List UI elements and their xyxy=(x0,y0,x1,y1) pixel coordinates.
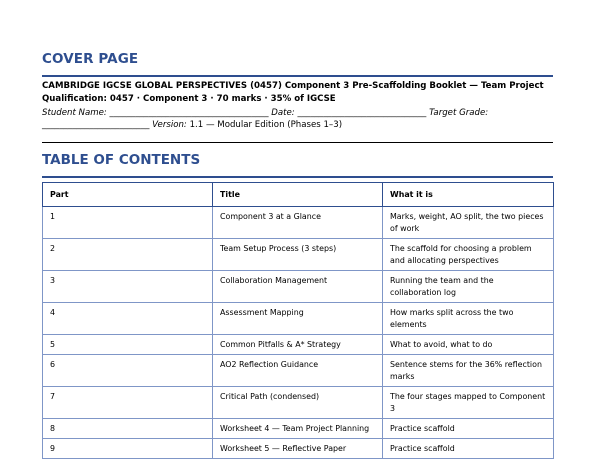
student-name-label: Student Name: xyxy=(42,108,107,118)
row-part: 1 xyxy=(43,207,213,239)
row-title: Worksheet 5 — Reflective Paper xyxy=(213,439,383,459)
row-part: 5 xyxy=(43,335,213,355)
toc-header-row xyxy=(43,183,554,207)
row-part: 6 xyxy=(43,355,213,387)
target-grade-label: Target Grade: xyxy=(429,108,489,118)
row-title: Team Setup Process (3 steps) xyxy=(213,239,383,271)
version-line xyxy=(42,120,342,130)
row-what: Practice scaffold xyxy=(383,439,554,459)
table-row xyxy=(43,387,554,419)
student-info-line xyxy=(42,108,488,118)
version-label: Version: xyxy=(152,120,187,130)
row-what: Running the team and the collaboration log xyxy=(383,271,554,303)
target-grade-blank[interactable]: _________________________ xyxy=(42,120,150,130)
qualification-line: Qualification: 0457 · Component 3 · 70 marks · 35% of IGCSE xyxy=(42,94,336,104)
row-title: Common Pitfalls & A* Strategy xyxy=(213,335,383,355)
row-title: Component 3 at a Glance xyxy=(213,207,383,239)
cover-section-divider xyxy=(42,142,553,143)
table-row xyxy=(43,419,554,439)
booklet-title: CAMBRIDGE IGCSE GLOBAL PERSPECTIVES (0457) Component 3 Pre-Scaffolding Booklet — Team Project xyxy=(42,81,544,91)
cover-page-heading: COVER PAGE xyxy=(42,51,139,67)
date-blank[interactable]: ______________________________ xyxy=(297,108,427,118)
row-what: The four stages mapped to Component 3 xyxy=(383,387,554,419)
row-what: Practice scaffold xyxy=(383,419,554,439)
col-header-part: Part xyxy=(43,183,213,207)
table-row xyxy=(43,303,554,335)
version-value: 1.1 — Modular Edition (Phases 1–3) xyxy=(189,120,343,130)
row-title: Collaboration Management xyxy=(213,271,383,303)
row-what: Marks, weight, AO split, the two pieces of work xyxy=(383,207,554,239)
row-title: Assessment Mapping xyxy=(213,303,383,335)
date-label: Date: xyxy=(271,108,295,118)
row-part: 3 xyxy=(43,271,213,303)
row-title: AO2 Reflection Guidance xyxy=(213,355,383,387)
row-part: 9 xyxy=(43,439,213,459)
row-what: How marks split across the two elements xyxy=(383,303,554,335)
table-row xyxy=(43,335,554,355)
row-title: Critical Path (condensed) xyxy=(213,387,383,419)
row-what: What to avoid, what to do xyxy=(383,335,554,355)
row-part: 4 xyxy=(43,303,213,335)
table-row xyxy=(43,355,554,387)
col-header-what: What it is xyxy=(383,183,554,207)
table-row xyxy=(43,207,554,239)
table-row xyxy=(43,239,554,271)
row-part: 7 xyxy=(43,387,213,419)
row-what: The scaffold for choosing a problem and allocating perspectives xyxy=(383,239,554,271)
row-title: Worksheet 4 — Team Project Planning xyxy=(213,419,383,439)
row-what: Sentence stems for the 36% reflection marks xyxy=(383,355,554,387)
toc-heading: TABLE OF CONTENTS xyxy=(42,152,201,168)
toc-heading-rule xyxy=(42,176,553,178)
cover-heading-rule xyxy=(42,75,553,77)
row-part: 2 xyxy=(43,239,213,271)
student-name-blank[interactable]: _____________________________________ xyxy=(109,108,269,118)
table-row xyxy=(43,271,554,303)
col-header-title: Title xyxy=(213,183,383,207)
toc-table xyxy=(42,182,554,459)
row-part: 8 xyxy=(43,419,213,439)
table-row xyxy=(43,439,554,459)
